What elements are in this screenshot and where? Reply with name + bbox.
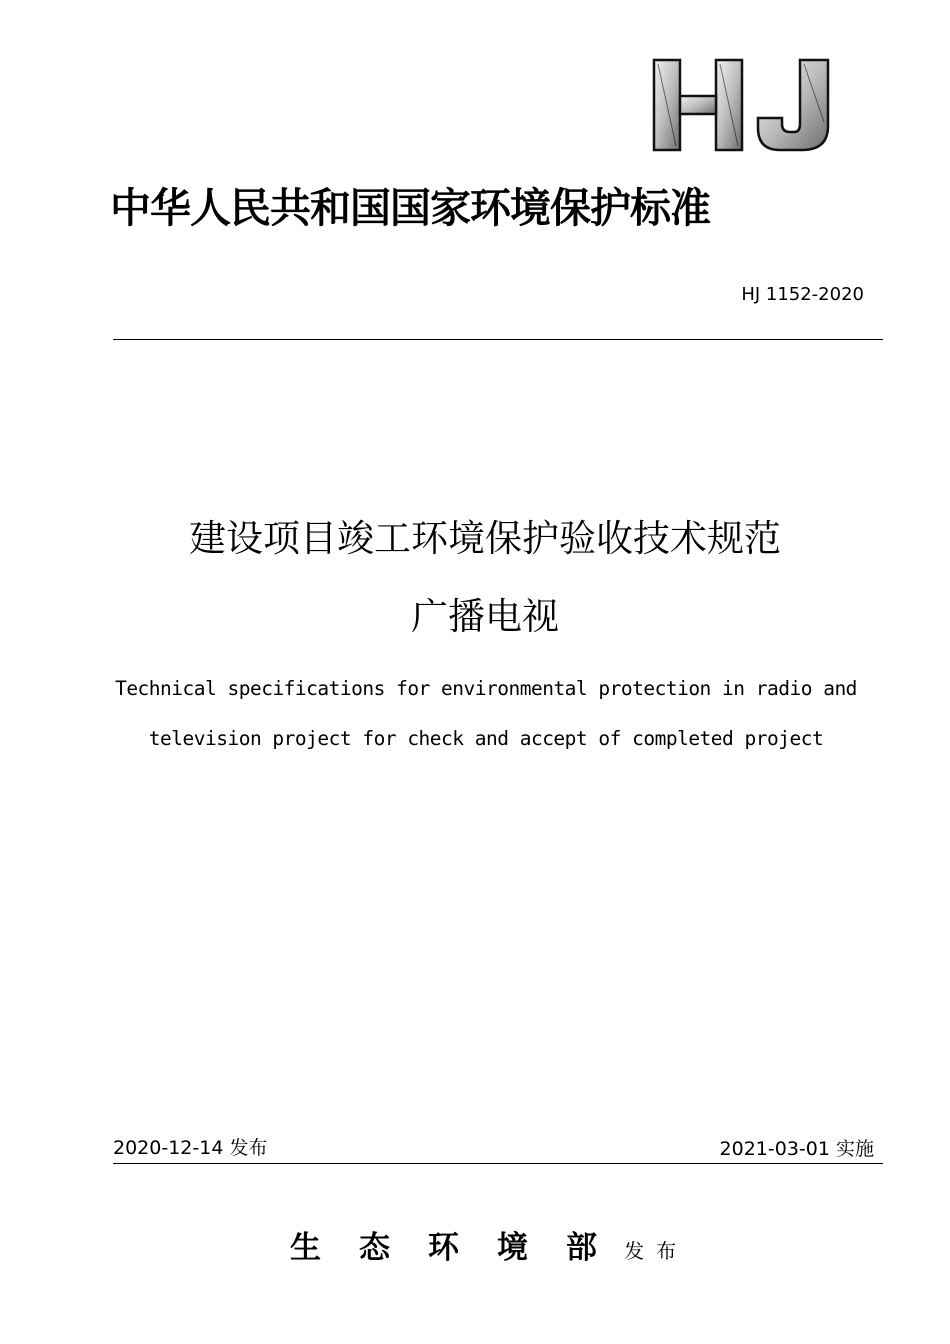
- document-title-cn: 建设项目竣工环境保护验收技术规范: [189, 517, 781, 560]
- footer-divider: [113, 1163, 883, 1164]
- publisher-line: [290, 1222, 688, 1267]
- issue-date: 2020-12-14 发布: [113, 1137, 268, 1159]
- hj-logo: [650, 56, 836, 154]
- publisher-name: 生态环境部: [290, 1230, 635, 1266]
- standard-number: HJ 1152-2020: [741, 284, 864, 305]
- document-title-en-line2: television project for check and accept of completed project: [148, 727, 824, 750]
- header-divider: [113, 339, 883, 340]
- document-subtitle-cn: 广播电视: [411, 595, 559, 638]
- document-title-en-line1: Technical specifications for environmental protection in radio and: [115, 677, 857, 700]
- publisher-suffix: 发布: [624, 1239, 689, 1263]
- implementation-date: 2021-03-01 实施: [719, 1138, 874, 1160]
- standard-category-heading: 中华人民共和国国家环境保护标准: [110, 184, 710, 232]
